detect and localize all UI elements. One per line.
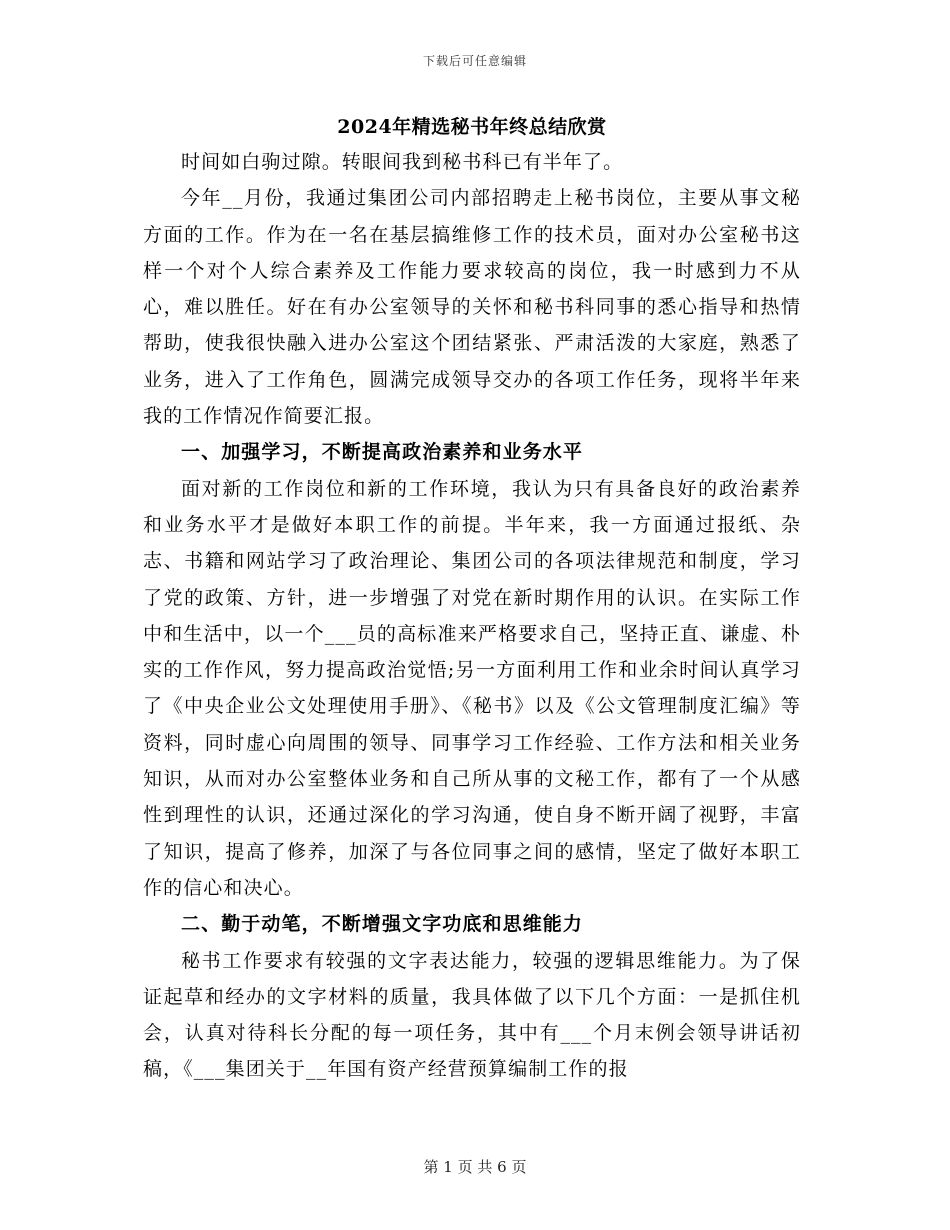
paragraph: 时间如白驹过隙。转眼间我到秘书科已有半年了。 xyxy=(181,151,624,173)
page-number-footer: 第 1 页 共 6 页 xyxy=(423,1158,527,1176)
header-note: 下载后可任意编辑 xyxy=(422,54,527,68)
document-title: 2024年精选秘书年终总结欣赏 xyxy=(337,116,607,138)
paragraph: 今年__月份，我通过集团公司内部招聘走上秘书岗位，主要从事文秘方面的工作。作为在一名在基层搞维修工作的技术员，面对办公室秘书这样一个对个人综合素养及工作能力要求较高的岗位，我一时感到力不从心，难以胜任。好在有办公室领导的关怀和秘书科同事的悉心指导和热情帮助，使我很快融入进办公室这个团结紧张、严肃活泼的大家庭，熟悉了业务，进入了工作角色，圆满完成领导交办的各项工作任务，现将半年来我的工作情况作简要汇报。 xyxy=(143,187,801,428)
document-content xyxy=(143,110,801,1088)
paragraph: 秘书工作要求有较强的文字表达能力，较强的逻辑思维能力。为了保证起草和经办的文字材料的质量，我具体做了以下几个方面：一是抓住机会，认真对待科长分配的每一项任务，其中有___个月末例会领导讲话初稿，《___集团关于__年国有资产经营预算编制工作的报 xyxy=(143,949,801,1081)
section-heading: 二、勤于动笔，不断增强文字功底和思维能力 xyxy=(181,913,584,936)
section-heading: 一、加强学习，不断提高政治素养和业务水平 xyxy=(181,441,584,464)
paragraph: 面对新的工作岗位和新的工作环境，我认为只有具备良好的政治素养和业务水平才是做好本职工作的前提。半年来，我一方面通过报纸、杂志、书籍和网站学习了政治理论、集团公司的各项法律规范和制度，学习了党的政策、方针，进一步增强了对党在新时期作用的认识。在实际工作中和生活中，以一个___员的高标准来严格要求自己，坚持正直、谦虚、朴实的工作作风，努力提高政治觉悟;另一方面利用工作和业余时间认真学习了《中央企业公文处理使用手册》、《秘书》以及《公文管理制度汇编》等资料，同时虚心向周围的领导、同事学习工作经验、工作方法和相关业务知识，从而对办公室整体业务和自己所从事的文秘工作，都有了一个从感性到理性的认识，还通过深化的学习沟通，使自身不断开阔了视野，丰富了知识，提高了修养，加深了与各位同事之间的感情，坚定了做好本职工作的信心和决心。 xyxy=(143,477,801,899)
